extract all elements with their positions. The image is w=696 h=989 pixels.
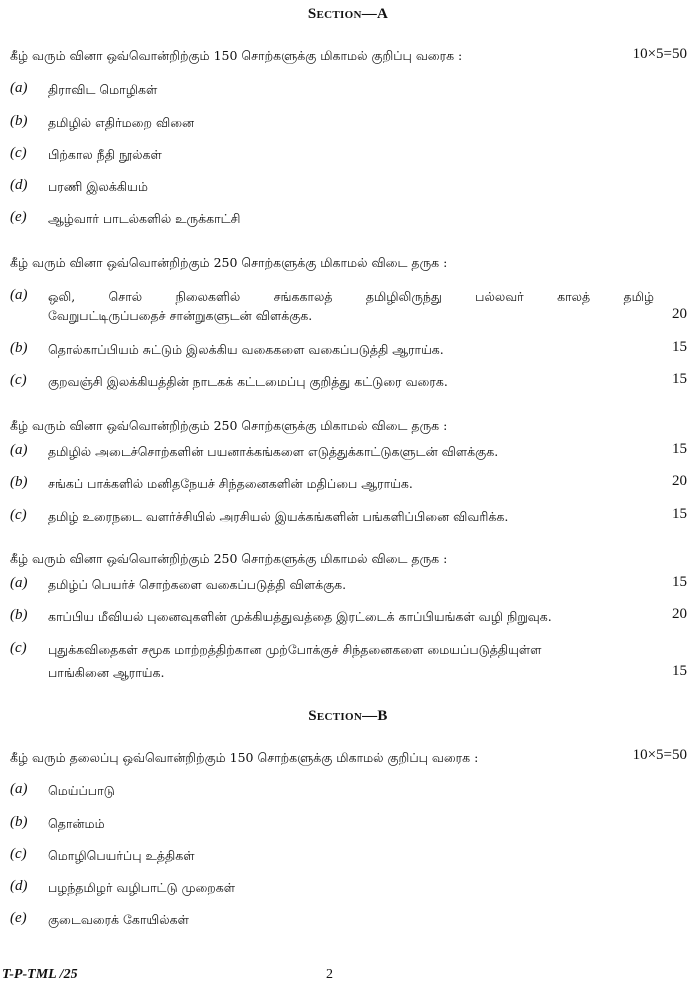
- q3c-label: (c): [10, 507, 27, 523]
- q2c-text: குறவஞ்சி இலக்கியத்தின் நாடகக் கட்டமைப்பு குறித்து கட்டுரை வரைக.: [48, 374, 448, 389]
- q3a-text: தமிழில் அடைச்சொற்களின் பயனாக்கங்களை எடுத்துக்காட்டுகளுடன் விளக்குக.: [48, 444, 499, 459]
- q5a-text: மெய்ப்பாடு: [48, 783, 115, 798]
- q2b-label: (b): [10, 340, 28, 356]
- section-a-title: Section—A: [307, 6, 389, 22]
- q4-instruction: கீழ் வரும் வினா ஒவ்வொன்றிற்கும் 250 சொற்களுக்கு மிகாமல் விடை தருக :: [10, 551, 448, 566]
- q5-marks: 10×5=50: [632, 747, 687, 763]
- q1b-label: (b): [10, 113, 28, 129]
- q1a-label: (a): [10, 80, 28, 96]
- q1c-label: (c): [10, 145, 27, 161]
- q4b-marks: 20: [672, 606, 687, 622]
- q4c-text-line2: பாங்கினை ஆராய்க.: [48, 665, 165, 680]
- q2a-word: நிலைகளில்: [175, 289, 241, 304]
- q4a-text: தமிழ்ப் பெயர்ச் சொற்களை வகைப்படுத்தி விளக்குக.: [48, 577, 347, 592]
- q5b-label: (b): [10, 814, 28, 830]
- q2a-text-line2: வேறுபட்டிருப்பதைச் சான்றுகளுடன் விளக்குக.: [48, 308, 313, 323]
- q2a-marks: 20: [672, 306, 687, 322]
- q2a-word: ஒலி,: [48, 289, 76, 304]
- q1d-text: பரணி இலக்கியம்: [48, 179, 148, 194]
- paper-code: T-P-TML /25: [2, 967, 78, 982]
- q5d-text: பழந்தமிழர் வழிபாட்டு முறைகள்: [48, 880, 236, 895]
- q1e-text: ஆழ்வார் பாடல்களில் உருக்காட்சி: [48, 211, 241, 226]
- q2b-marks: 15: [672, 339, 687, 355]
- q2b-text: தொல்காப்பியம் சுட்டும் இலக்கிய வகைகளை வகைப்படுத்தி ஆராய்க.: [48, 342, 444, 357]
- page-number: 2: [326, 967, 333, 982]
- q2a-word: சொல்: [108, 289, 143, 304]
- q5c-label: (c): [10, 846, 27, 862]
- q1b-text: தமிழில் எதிர்மறை வினை: [48, 115, 195, 130]
- q4a-label: (a): [10, 575, 28, 591]
- q1-marks: 10×5=50: [632, 46, 687, 62]
- q3b-label: (b): [10, 474, 28, 490]
- q5c-text: மொழிபெயர்ப்பு உத்திகள்: [48, 848, 195, 863]
- q2a-word: தமிழ்: [623, 289, 654, 304]
- q4b-text: காப்பிய மீவியல் புனைவுகளின் முக்கியத்துவத்தை இரட்டைக் காப்பியங்கள் வழி நிறுவுக.: [48, 609, 552, 624]
- q3a-label: (a): [10, 442, 28, 458]
- q3b-text: சங்கப் பாக்களில் மனிதநேயச் சிந்தனைகளின் மதிப்பை ஆராய்க.: [48, 476, 413, 491]
- q5d-label: (d): [10, 878, 28, 894]
- q2a-word: பல்லவர்: [475, 289, 524, 304]
- q5a-label: (a): [10, 781, 28, 797]
- q3-instruction: கீழ் வரும் வினா ஒவ்வொன்றிற்கும் 250 சொற்களுக்கு மிகாமல் விடை தருக :: [10, 418, 448, 433]
- q4b-label: (b): [10, 607, 28, 623]
- q2a-word: சங்ககாலத்: [273, 289, 333, 304]
- q3c-text: தமிழ் உரைநடை வளர்ச்சியில் அரசியல் இயக்கங்களின் பங்களிப்பினை விவரிக்க.: [48, 509, 509, 524]
- section-b-title: Section—B: [308, 708, 388, 724]
- q5-instruction: கீழ் வரும் தலைப்பு ஒவ்வொன்றிற்கும் 150 சொற்களுக்கு மிகாமல் குறிப்பு வரைக :: [10, 750, 479, 765]
- q4c-marks: 15: [672, 663, 687, 679]
- q3a-marks: 15: [672, 441, 687, 457]
- q1e-label: (e): [10, 209, 27, 225]
- q2c-marks: 15: [672, 371, 687, 387]
- q3b-marks: 20: [672, 473, 687, 489]
- q2a-text-line1: [48, 289, 654, 306]
- q2a-word: தமிழிலிருந்து: [365, 289, 442, 304]
- q2a-word: காலத்: [557, 289, 591, 304]
- q2a-label: (a): [10, 287, 28, 303]
- q5b-text: தொன்மம்: [48, 816, 105, 831]
- q1-instruction: கீழ் வரும் வினா ஒவ்வொன்றிற்கும் 150 சொற்களுக்கு மிகாமல் குறிப்பு வரைக :: [10, 48, 463, 63]
- q4c-label: (c): [10, 640, 27, 656]
- q4a-marks: 15: [672, 574, 687, 590]
- q5e-text: குடைவரைக் கோயில்கள்: [48, 912, 189, 927]
- q3c-marks: 15: [672, 506, 687, 522]
- q1d-label: (d): [10, 177, 28, 193]
- q2-instruction: கீழ் வரும் வினா ஒவ்வொன்றிற்கும் 250 சொற்களுக்கு மிகாமல் விடை தருக :: [10, 255, 448, 270]
- q1c-text: பிற்கால நீதி நூல்கள்: [48, 147, 162, 162]
- q2c-label: (c): [10, 372, 27, 388]
- q5e-label: (e): [10, 910, 27, 926]
- q4c-text-line1: புதுக்கவிதைகள் சமூக மாற்றத்திற்கான முற்போக்குச் சிந்தனைகளை மையப்படுத்தியுள்ள: [48, 642, 542, 657]
- q1a-text: திராவிட மொழிகள்: [48, 82, 158, 97]
